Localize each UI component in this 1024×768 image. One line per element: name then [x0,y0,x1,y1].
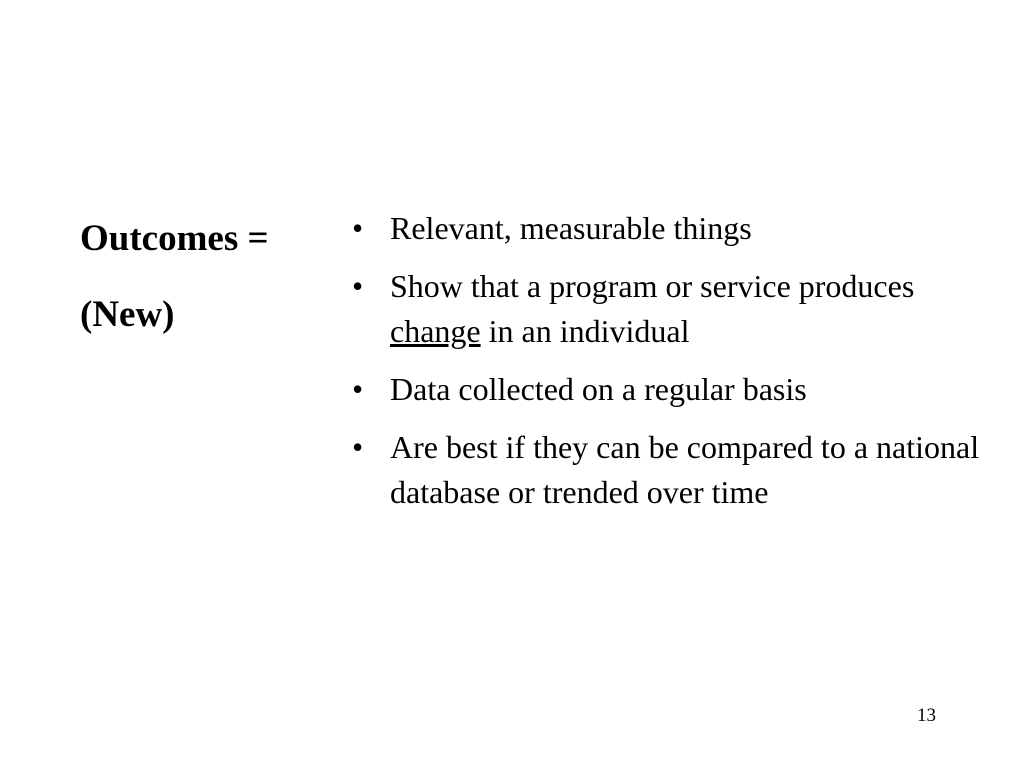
bullet-icon: • [352,210,364,246]
title-outcomes: Outcomes = [80,218,269,259]
bullet-item [352,367,992,412]
bullet-text: Data collected on a regular basis [390,371,807,407]
bullet-item [352,264,992,354]
title-new: (New) [80,294,175,335]
bullet-text-before: Show that a program or service produces [390,268,915,304]
page-number: 13 [917,705,936,726]
bullet-icon: • [352,429,364,465]
bullet-text: Are best if they can be compared to a national database or trended over time [390,429,980,510]
bullet-text [390,268,914,349]
bullet-item [352,425,992,515]
bullet-icon: • [352,371,364,407]
bullet-text: Relevant, measurable things [390,210,752,246]
bullet-list [352,206,992,528]
bullet-item [352,206,992,251]
bullet-text-after: in an individual [480,313,690,349]
bullet-icon: • [352,268,364,304]
slide-title [80,214,269,333]
bullet-text-emphasis: change [390,313,481,349]
